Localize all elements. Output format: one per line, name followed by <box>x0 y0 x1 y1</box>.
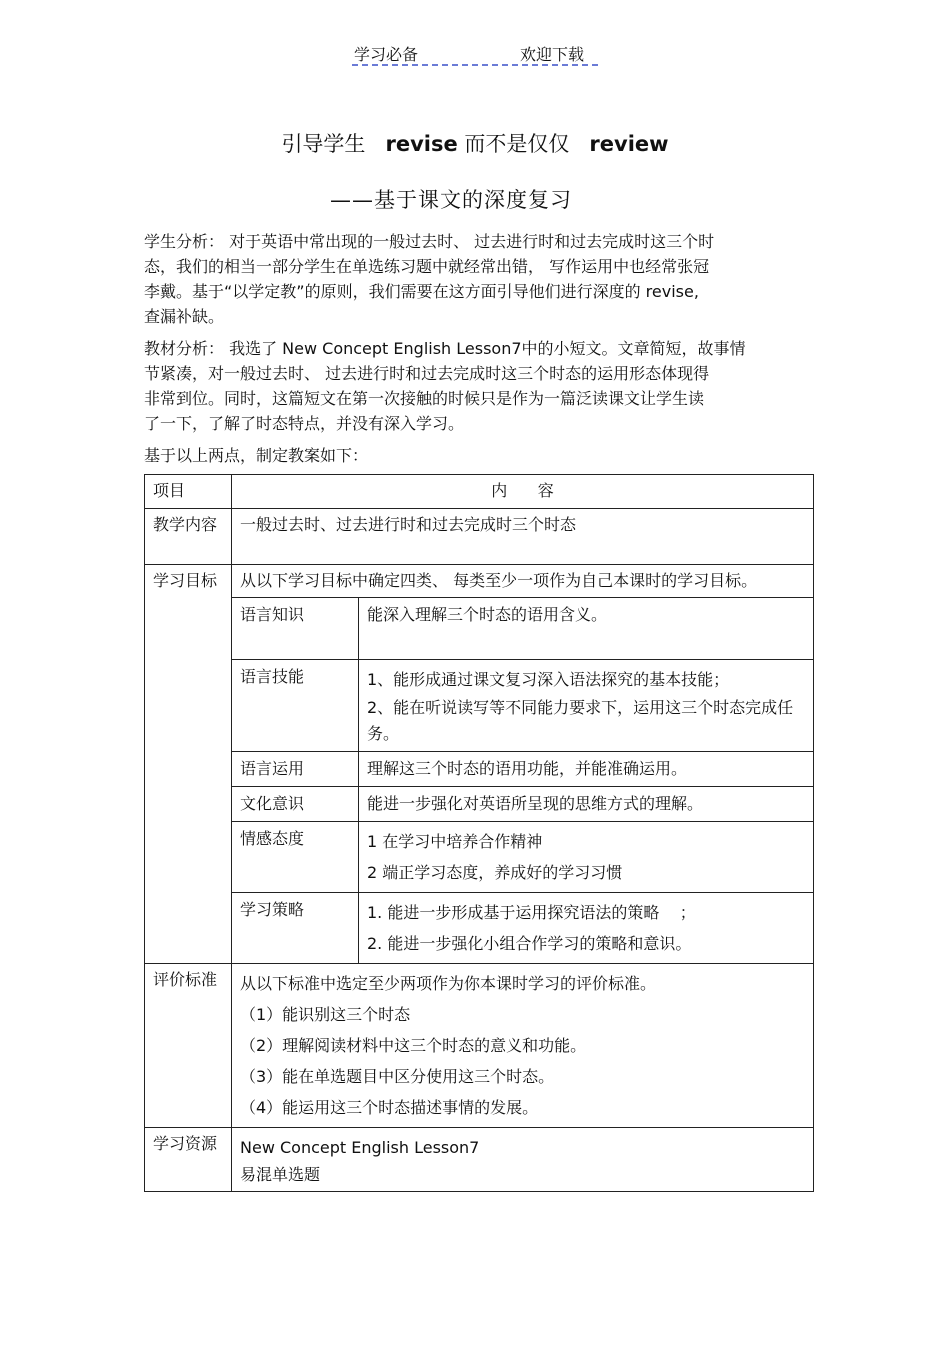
goal-text: 1、能形成通过课文复习深入语法探究的基本技能； <box>367 670 730 689</box>
goal-text: 1. 能进一步形成基于运用探究语法的策略 ； <box>367 903 696 922</box>
evaluation-item: （1）能识别这三个时态 <box>240 1005 411 1024</box>
goal-row <box>232 822 814 893</box>
title-part1: 引导学生 <box>281 132 366 156</box>
page-header <box>352 42 598 66</box>
student-analysis-line: 查漏补缺。 <box>144 307 225 326</box>
learning-goals-cell <box>232 565 814 964</box>
material-analysis-line: 节紧凑，对一般过去时、 过去进行时和过去完成时这三个时态的运用形态体现得 <box>144 364 710 383</box>
goal-description <box>359 822 814 893</box>
goal-text: 能进一步强化对英语所呈现的思维方式的理解。 <box>367 794 704 813</box>
evaluation-label: 评价标准 <box>145 964 232 1128</box>
resources-label: 学习资源 <box>145 1128 232 1192</box>
header-content-cell: 内 容 <box>232 475 814 509</box>
teaching-content-value: 一般过去时、过去进行时和过去完成时三个时态 <box>232 509 814 565</box>
learning-goals-label: 学习目标 <box>145 565 232 964</box>
header-item-cell: 项目 <box>145 475 232 509</box>
goal-text: 2. 能进一步强化小组合作学习的策略和意识。 <box>367 934 692 953</box>
goal-row <box>232 752 814 787</box>
evaluation-item: （4）能运用这三个时态描述事情的发展。 <box>240 1098 539 1117</box>
goals-subtable <box>231 597 814 964</box>
goal-description <box>359 893 814 964</box>
material-analysis-line: 了一下，了解了时态特点，并没有深入学习。 <box>144 414 465 433</box>
title-part2: 而不是仅仅 <box>464 132 570 156</box>
resources-row <box>145 1128 814 1192</box>
goal-description <box>359 787 814 822</box>
goal-row <box>232 660 814 752</box>
goal-category: 语言运用 <box>232 752 359 787</box>
goal-description <box>359 752 814 787</box>
teaching-content-row <box>145 509 814 565</box>
evaluation-intro: 从以下标准中选定至少两项作为你本课时学习的评价标准。 <box>240 974 657 993</box>
evaluation-cell <box>232 964 814 1128</box>
goal-category: 情感态度 <box>232 822 359 893</box>
goal-category: 语言技能 <box>232 660 359 752</box>
material-analysis-line: 教材分析： 我选了 New Concept English Lesson7中的小短文。文章简短，故事情 <box>144 339 746 358</box>
goal-description <box>359 660 814 752</box>
learning-goals-row <box>145 565 814 964</box>
student-analysis-line: 态，我们的相当一部分学生在单选练习题中就经常出错， 写作运用中也经常张冠 <box>144 257 710 276</box>
material-analysis-line: 非常到位。同时，这篇短文在第一次接触的时候只是作为一篇泛读课文让学生读 <box>144 389 705 408</box>
document-subtitle: ——基于课文的深度复习 <box>330 188 572 212</box>
teaching-content-label: 教学内容 <box>145 509 232 565</box>
student-analysis-line: 李戴。基于“以学定教”的原则，我们需要在这方面引导他们进行深度的 revise, <box>144 282 699 301</box>
table-header-row <box>145 475 814 509</box>
header-right-text: 欢迎下载 <box>520 45 585 64</box>
learning-goals-intro: 从以下学习目标中确定四类、 每类至少一项作为自己本课时的学习目标。 <box>240 571 758 590</box>
header-left-text: 学习必备 <box>354 45 419 64</box>
student-analysis-line: 学生分析： 对于英语中常出现的一般过去时、 过去进行时和过去完成时这三个时 <box>144 232 715 251</box>
evaluation-item: （3）能在单选题目中区分使用这三个时态。 <box>240 1067 555 1086</box>
lesson-plan-table <box>144 474 814 1192</box>
goal-text: 1 在学习中培养合作精神 <box>367 832 543 851</box>
intro-text: 基于以上两点，制定教案如下： <box>144 446 369 465</box>
goal-text: 2 端正学习态度，养成好的学习习惯 <box>367 863 623 882</box>
goal-row <box>232 598 814 660</box>
resource-item: 易混单选题 <box>240 1165 321 1184</box>
goal-text: 能深入理解三个时态的语用含义。 <box>367 605 608 624</box>
goal-category: 语言知识 <box>232 598 359 660</box>
evaluation-row <box>145 964 814 1128</box>
title-word-revise: revise <box>385 132 458 156</box>
goal-row <box>232 893 814 964</box>
goal-text: 2、能在听说读写等不同能力要求下，运用这三个时态完成任务。 <box>367 698 794 743</box>
goal-category: 文化意识 <box>232 787 359 822</box>
evaluation-item: （2）理解阅读材料中这三个时态的意义和功能。 <box>240 1036 587 1055</box>
resource-item: New Concept English Lesson7 <box>240 1138 480 1157</box>
goal-text: 理解这三个时态的语用功能，并能准确运用。 <box>367 759 688 778</box>
resources-cell <box>232 1128 814 1192</box>
goal-row <box>232 787 814 822</box>
document-title <box>0 128 950 158</box>
student-analysis <box>144 229 812 329</box>
material-analysis <box>144 336 812 436</box>
goal-category: 学习策略 <box>232 893 359 964</box>
goal-description <box>359 598 814 660</box>
title-word-review: review <box>589 132 669 156</box>
